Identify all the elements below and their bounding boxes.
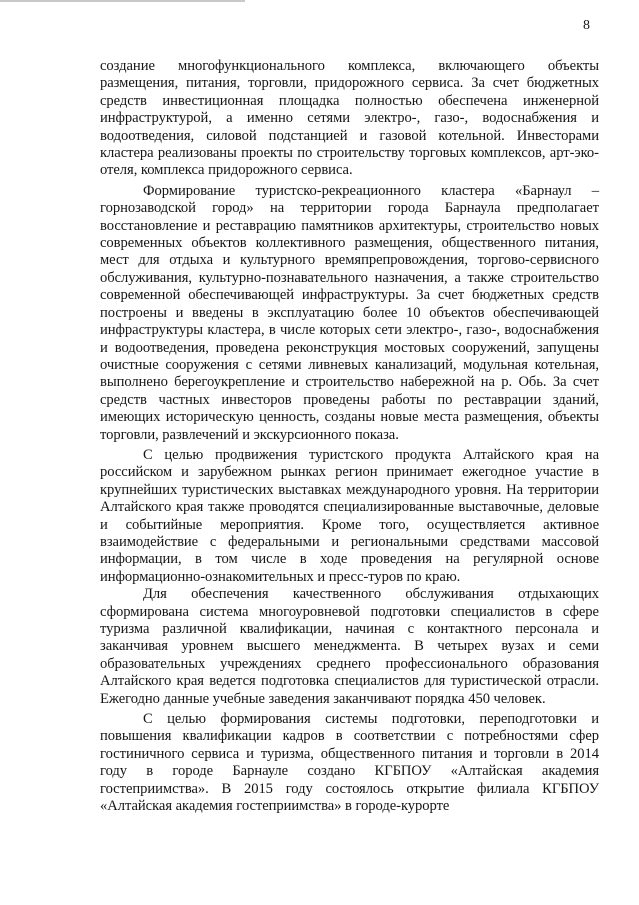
scan-top-edge — [0, 0, 245, 2]
document-body — [100, 58, 599, 815]
paragraph-hospitality-academy: С целью формирования системы подготовки, переподготовки и повышения квалификации кадров в соответствии с потребностями сфер гостиничного сервиса и туризма, общественного питания и торговли в 2014 году в городе Барнауле создано КГБПОУ «Алтайская академия гостеприимства». В 2015 году состоялось открытие филиала КГБПОУ «Алтайская академия гостеприимства» в городе-курорте — [100, 711, 599, 815]
page-number: 8 — [583, 18, 590, 33]
paragraph-tourism-promotion: С целью продвижения туристского продукта Алтайского края на российском и зарубежном рынках регион принимает ежегодное участие в крупнейших туристических выставках международного уровня. На территории Алтайского края также проводятся специализированные выставочные, деловые и событийные мероприятия. Кроме того, осуществляется активное взаимодействие с федеральными и региональными средствами массовой информации, в том числе в ходе проведения на регулярной основе информационно-ознакомительных и пресс-туров по краю. — [100, 446, 599, 585]
paragraph-investment-site: создание многофункционального комплекса, включающего объекты размещения, питания, торговли, придорожного сервиса. За счет бюджетных средств инвестиционная площадка полностью обеспечена инженерной инфраструктурой, а именно сетями электро-, газо-, водоснабжения и водоотведения, силовой подстанцией и газовой котельной. Инвесторами кластера реализованы проекты по строительству торговых комплексов, арт-эко-отеля, комплекса придорожного сервиса. — [100, 58, 599, 179]
paragraph-specialist-training: Для обеспечения качественного обслуживания отдыхающих сформирована система многоуровневой подготовки специалистов в сфере туризма различной квалификации, начиная с контактного персонала и заканчивая уровнем высшего менеджмента. В четырех вузах и семи образовательных учреждениях среднего профессионального образования Алтайского края ведется подготовка специалистов для туристической отрасли. Ежегодно данные учебные заведения заканчивают порядка 450 человек. — [100, 586, 599, 707]
paragraph-barnaul-cluster: Формирование туристско-рекреационного кластера «Барнаул – горнозаводской город» на территории города Барнаула предполагает восстановление и реставрацию памятников архитектуры, строительство новых современных объектов коллективного размещения, общественного питания, мест для отдыха и культурного времяпрепровождения, торгово-сервисного обслуживания, культурно-познавательного назначения, а также строительство современной обеспечивающей инфраструктуры. За счет бюджетных средств построены и введены в эксплуатацию более 10 объектов обеспечивающей инфраструктуры кластера, в числе которых сети электро-, газо-, водоснабжения и водоотведения, проведена реконструкция мостовых сооружений, запущены очистные сооружения с сетями ливневых канализаций, модульная котельная, выполнено берегоукрепление и строительство набережной на р. Обь. За счет средств частных инвесторов проведены работы по реставрации зданий, имеющих историческую ценность, созданы новые места размещения, объекты торговли, развлечений и экскурсионного показа. — [100, 182, 599, 443]
